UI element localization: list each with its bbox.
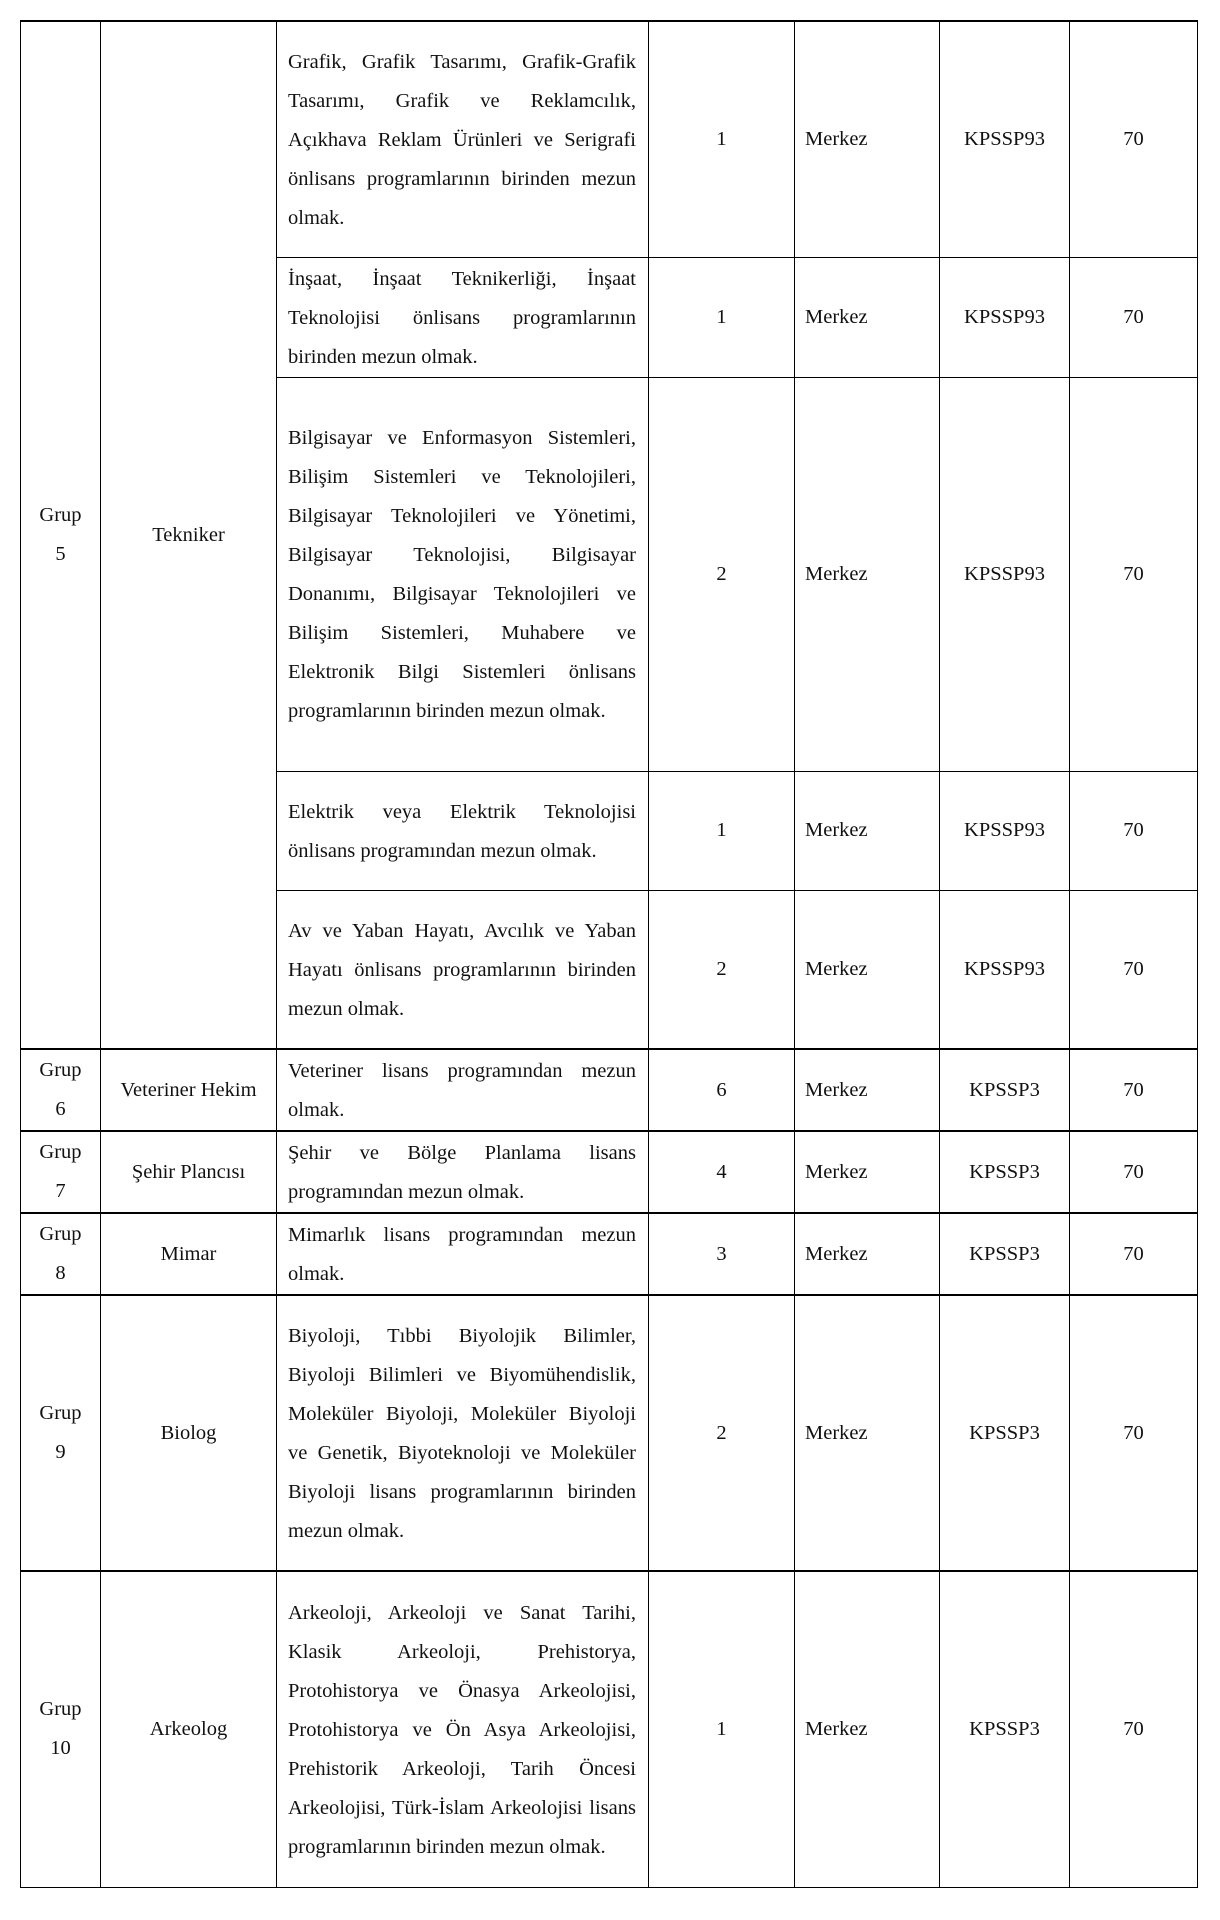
table-row — [21, 1049, 1198, 1131]
group-cell: Grup 7 — [21, 1131, 101, 1213]
min-score-cell: 70 — [1070, 1049, 1198, 1131]
location-cell: Merkez — [795, 771, 940, 890]
min-score-cell: 70 — [1070, 771, 1198, 890]
qualification-cell: Mimarlık lisans programından mezun olmak. — [277, 1213, 649, 1295]
count-cell: 2 — [649, 1295, 795, 1571]
qualification-cell: Av ve Yaban Hayatı, Avcılık ve Yaban Hayatı önlisans programlarının birinden mezun olmak. — [277, 890, 649, 1049]
group-cell: Grup 6 — [21, 1049, 101, 1131]
min-score-cell: 70 — [1070, 1213, 1198, 1295]
position-title-cell: Arkeolog — [101, 1571, 277, 1887]
score-type-cell: KPSSP93 — [940, 377, 1070, 771]
score-type-cell: KPSSP93 — [940, 21, 1070, 257]
qualification-cell: Bilgisayar ve Enformasyon Sistemleri, Bilişim Sistemleri ve Teknolojileri, Bilgisayar Teknolojileri ve Yönetimi, Bilgisayar Teknolojisi, Bilgisayar Donanımı, Bilgisayar Teknolojileri ve Bilişim Sistemleri, Muhabere ve Elektronik Bilgi Sistemleri önlisans programlarının birinden mezun olmak. — [277, 377, 649, 771]
group-cell: Grup 10 — [21, 1571, 101, 1887]
location-cell: Merkez — [795, 1049, 940, 1131]
table-row — [21, 1571, 1198, 1887]
min-score-cell: 70 — [1070, 21, 1198, 257]
position-title-cell: Mimar — [101, 1213, 277, 1295]
location-cell: Merkez — [795, 1131, 940, 1213]
position-title-cell: Biolog — [101, 1295, 277, 1571]
location-cell: Merkez — [795, 1571, 940, 1887]
position-title-cell: Veteriner Hekim — [101, 1049, 277, 1131]
min-score-cell: 70 — [1070, 377, 1198, 771]
count-cell: 2 — [649, 377, 795, 771]
min-score-cell: 70 — [1070, 257, 1198, 377]
score-type-cell: KPSSP93 — [940, 771, 1070, 890]
score-type-cell: KPSSP3 — [940, 1213, 1070, 1295]
min-score-cell: 70 — [1070, 1131, 1198, 1213]
location-cell: Merkez — [795, 1213, 940, 1295]
score-type-cell: KPSSP93 — [940, 257, 1070, 377]
score-type-cell: KPSSP3 — [940, 1131, 1070, 1213]
table-row — [21, 1131, 1198, 1213]
count-cell: 4 — [649, 1131, 795, 1213]
qualification-cell: Arkeoloji, Arkeoloji ve Sanat Tarihi, Klasik Arkeoloji, Prehistorya, Protohistorya ve Önasya Arkeolojisi, Protohistorya ve Ön Asya Arkeolojisi, Prehistorik Arkeoloji, Tarih Öncesi Arkeolojisi, Türk-İslam Arkeolojisi lisans programlarının birinden mezun olmak. — [277, 1571, 649, 1887]
min-score-cell: 70 — [1070, 1571, 1198, 1887]
min-score-cell: 70 — [1070, 1295, 1198, 1571]
location-cell: Merkez — [795, 377, 940, 771]
table-row — [21, 21, 1198, 257]
min-score-cell: 70 — [1070, 890, 1198, 1049]
qualification-cell: Grafik, Grafik Tasarımı, Grafik-Grafik Tasarımı, Grafik ve Reklamcılık, Açıkhava Reklam Ürünleri ve Serigrafi önlisans programlarının birinden mezun olmak. — [277, 21, 649, 257]
group-cell: Grup 8 — [21, 1213, 101, 1295]
group-cell: Grup 5 — [21, 21, 101, 1049]
position-title-cell: Tekniker — [101, 21, 277, 1049]
location-cell: Merkez — [795, 257, 940, 377]
qualification-cell: Elektrik veya Elektrik Teknolojisi önlisans programından mezun olmak. — [277, 771, 649, 890]
location-cell: Merkez — [795, 1295, 940, 1571]
count-cell: 6 — [649, 1049, 795, 1131]
positions-table — [20, 20, 1198, 1888]
table-row — [21, 1213, 1198, 1295]
score-type-cell: KPSSP3 — [940, 1049, 1070, 1131]
table-row — [21, 1295, 1198, 1571]
location-cell: Merkez — [795, 890, 940, 1049]
count-cell: 1 — [649, 257, 795, 377]
location-cell: Merkez — [795, 21, 940, 257]
count-cell: 1 — [649, 21, 795, 257]
count-cell: 1 — [649, 1571, 795, 1887]
score-type-cell: KPSSP3 — [940, 1571, 1070, 1887]
qualification-cell: İnşaat, İnşaat Teknikerliği, İnşaat Teknolojisi önlisans programlarının birinden mezun olmak. — [277, 257, 649, 377]
score-type-cell: KPSSP93 — [940, 890, 1070, 1049]
count-cell: 2 — [649, 890, 795, 1049]
qualification-cell: Veteriner lisans programından mezun olmak. — [277, 1049, 649, 1131]
score-type-cell: KPSSP3 — [940, 1295, 1070, 1571]
count-cell: 3 — [649, 1213, 795, 1295]
position-title-cell: Şehir Plancısı — [101, 1131, 277, 1213]
group-cell: Grup 9 — [21, 1295, 101, 1571]
qualification-cell: Şehir ve Bölge Planlama lisans programından mezun olmak. — [277, 1131, 649, 1213]
qualification-cell: Biyoloji, Tıbbi Biyolojik Bilimler, Biyoloji Bilimleri ve Biyomühendislik, Moleküler Biyoloji, Moleküler Biyoloji ve Genetik, Biyoteknoloji ve Moleküler Biyoloji lisans programlarının birinden mezun olmak. — [277, 1295, 649, 1571]
count-cell: 1 — [649, 771, 795, 890]
